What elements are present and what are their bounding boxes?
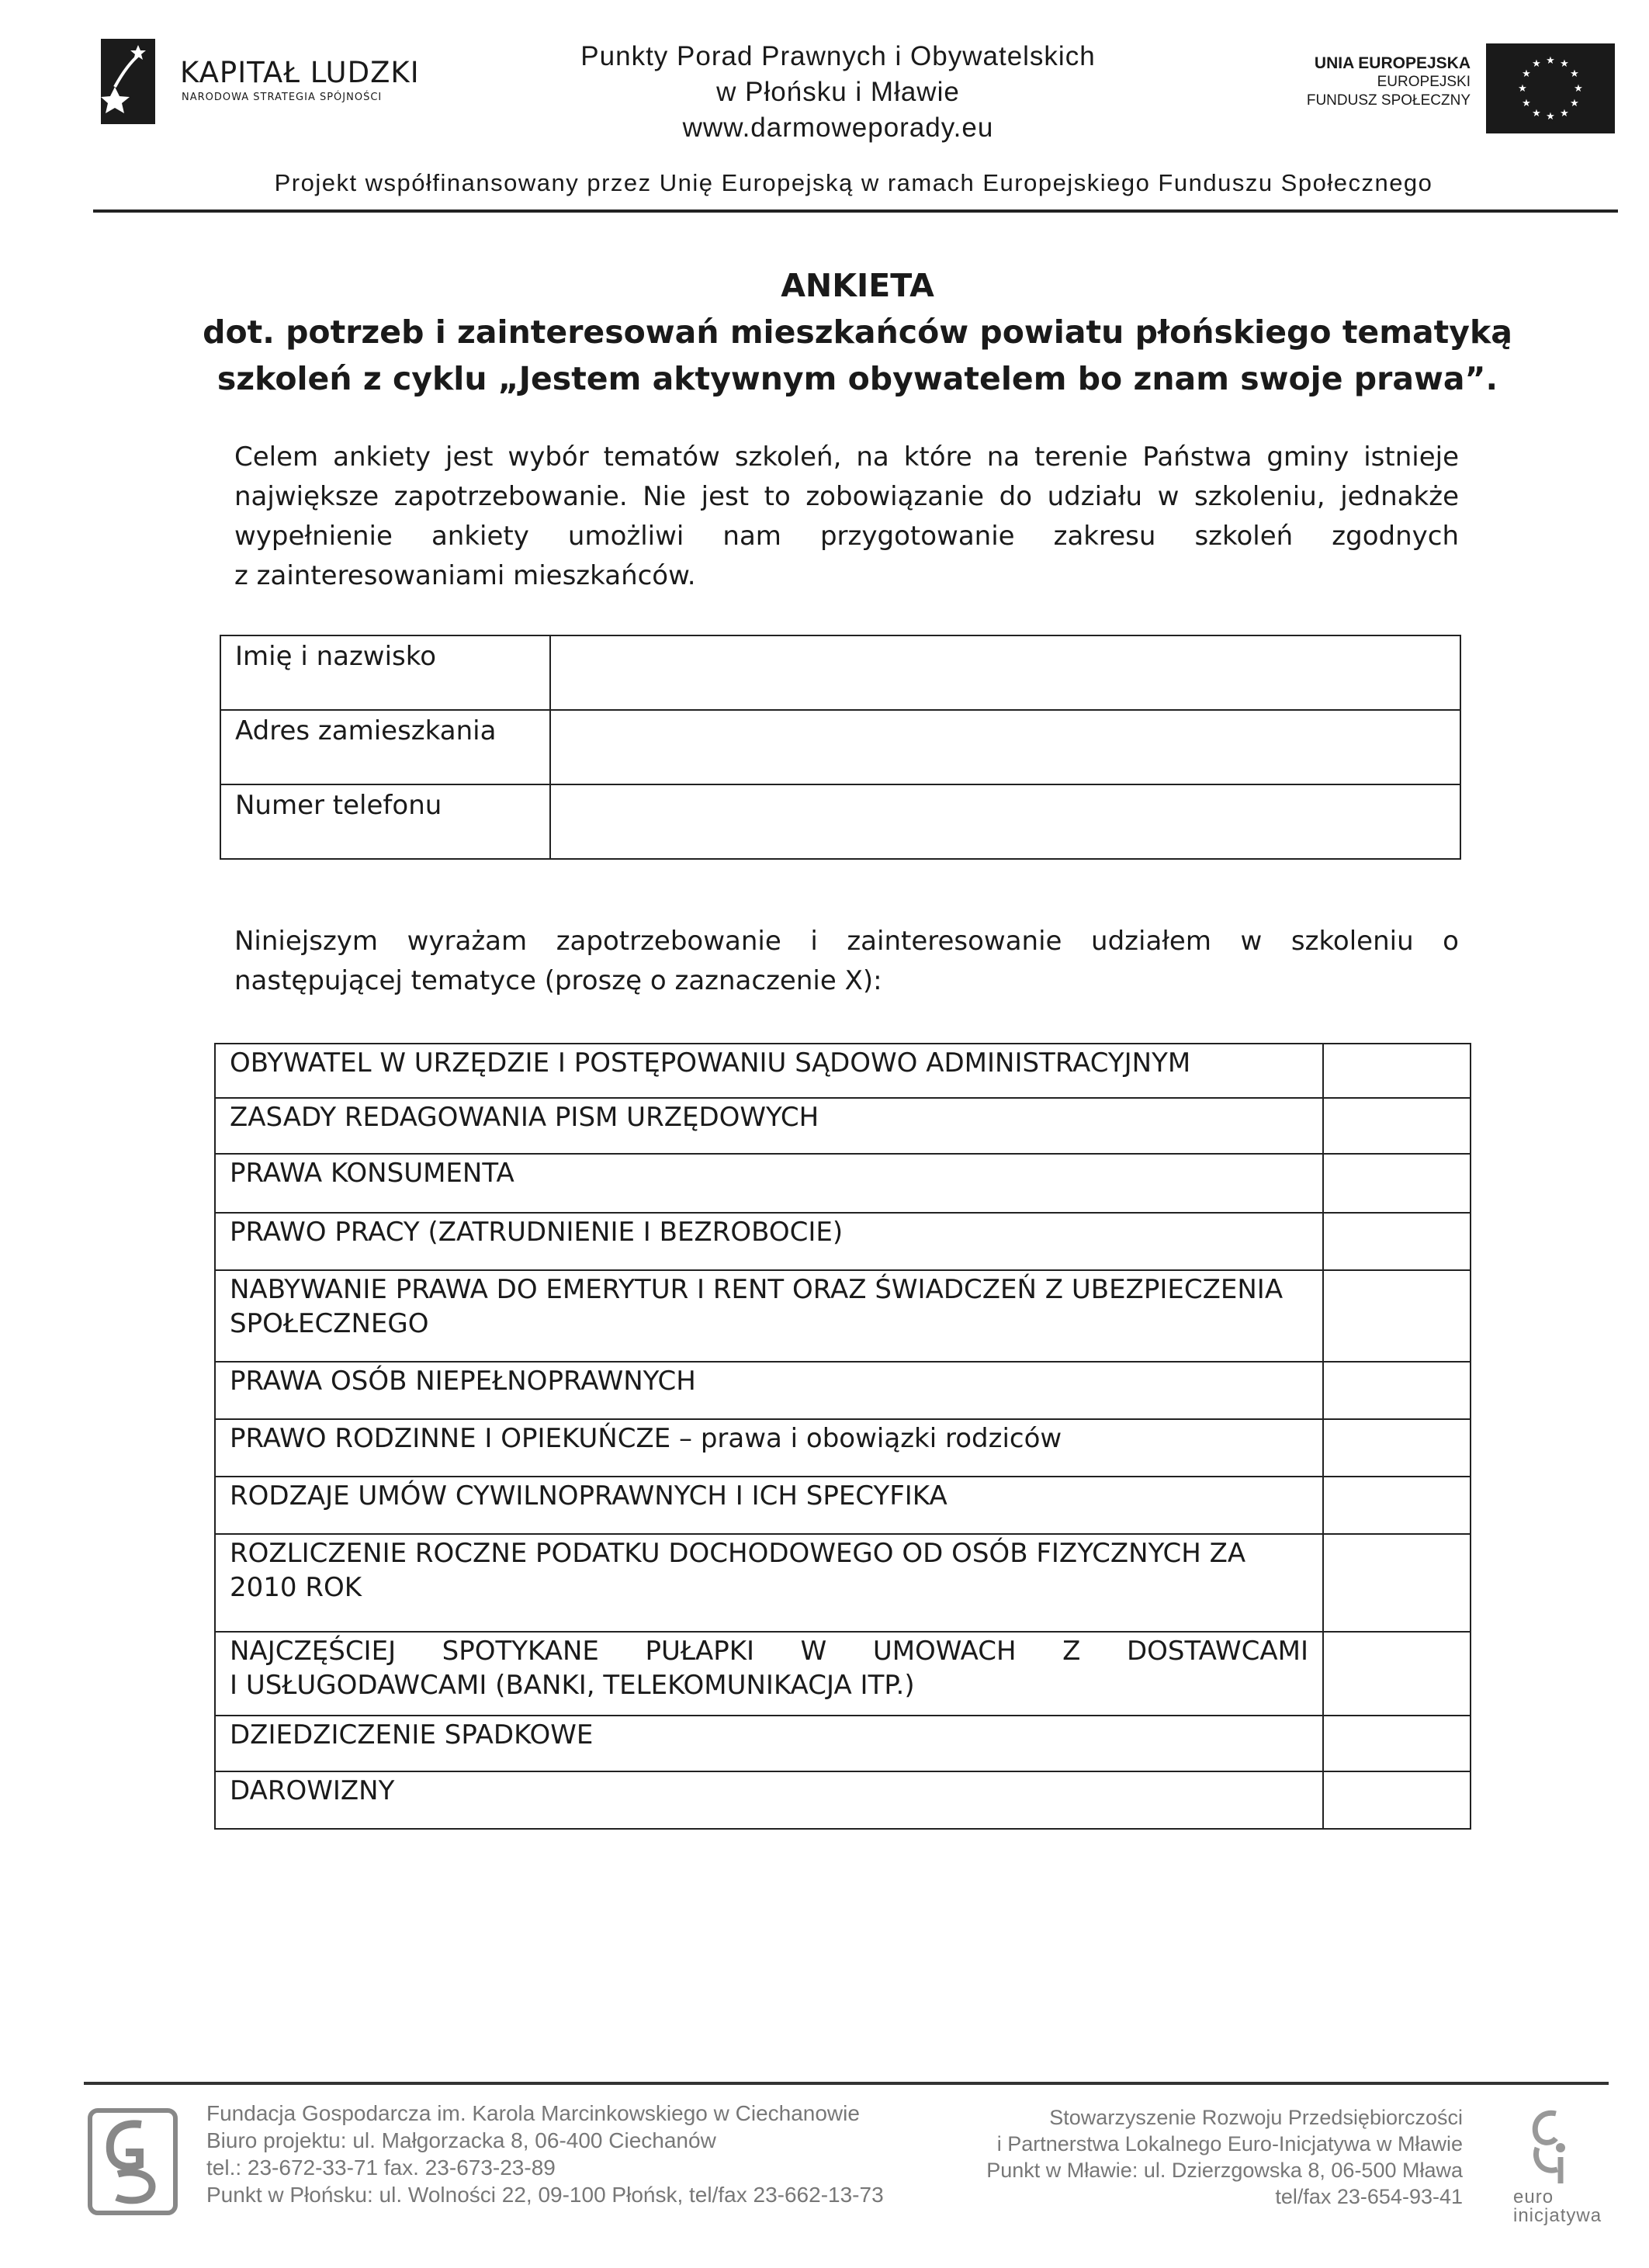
- declaration-paragraph: [234, 922, 1459, 1001]
- table-row: [215, 1154, 1471, 1213]
- table-row: [220, 784, 1460, 859]
- topic-label: OBYWATEL W URZĘDZIE I POSTĘPOWANIU SĄDOWO ADMINISTRACYJNYM: [215, 1044, 1323, 1098]
- euro-inicjatywa-wordmark: [1513, 2188, 1602, 2225]
- topic-checkbox[interactable]: [1323, 1098, 1471, 1154]
- footer-left-line: tel.: 23-672-33-71 fax. 23-673-23-89: [206, 2155, 556, 2180]
- table-row: [215, 1477, 1471, 1534]
- euro-wordmark-line: inicjatywa: [1513, 2205, 1602, 2226]
- footer-right-line: Stowarzyszenie Rozwoju Przedsiębiorczości: [1049, 2106, 1463, 2129]
- topic-checkbox[interactable]: [1323, 1632, 1471, 1716]
- topic-label: [215, 1632, 1323, 1716]
- topic-checkbox[interactable]: [1323, 1154, 1471, 1213]
- intro-line: największe zapotrzebowanie. Nie jest to zobowiązanie do udziału w szkoleniu, jednakże: [234, 481, 1459, 512]
- footer-right-line: Punkt w Mławie: ul. Dzierzgowska 8, 06-500 Mława: [986, 2159, 1463, 2182]
- svg-text:★: ★: [1532, 108, 1541, 119]
- svg-text:★: ★: [1570, 68, 1579, 80]
- intro-paragraph: [234, 438, 1459, 596]
- footer-association-info: [900, 2104, 1463, 2210]
- topic-checkbox[interactable]: [1323, 1270, 1471, 1362]
- footer-foundation-info: [206, 2100, 884, 2208]
- footer-right-line: tel/fax 23-654-93-41: [1275, 2185, 1463, 2208]
- euro-wordmark-line: euro: [1513, 2187, 1554, 2207]
- kapital-ludzki-title: KAPITAŁ LUDZKI: [180, 56, 420, 89]
- topic-checkbox[interactable]: [1323, 1213, 1471, 1270]
- eu-union-label: UNIA EUROPEJSKA: [1314, 54, 1471, 72]
- table-row: [215, 1716, 1471, 1771]
- topic-label: NABYWANIE PRAWA DO EMERYTUR I RENT ORAZ ŚWIADCZEŃ Z UBEZPIECZENIA SPOŁECZNEGO: [215, 1270, 1323, 1362]
- topic-label: ROZLICZENIE ROCZNE PODATKU DOCHODOWEGO OD OSÓB FIZYCZNYCH ZA 2010 ROK: [215, 1534, 1323, 1632]
- personal-data-table: [220, 635, 1461, 860]
- topic-label: PRAWO RODZINNE I OPIEKUŃCZE – prawa i obowiązki rodziców: [215, 1419, 1323, 1477]
- table-row: [215, 1213, 1471, 1270]
- topic-label: RODZAJE UMÓW CYWILNOPRAWNYCH I ICH SPECYFIKA: [215, 1477, 1323, 1534]
- footer-left-line: Biuro projektu: ul. Małgorzacka 8, 06-400 Ciechanów: [206, 2128, 716, 2152]
- topic-checkbox[interactable]: [1323, 1716, 1471, 1771]
- intro-line: Celem ankiety jest wybór tematów szkoleń, na które na terenie Państwa gminy istnieje: [234, 441, 1459, 473]
- eu-flag-logo: [1486, 43, 1615, 133]
- star-icon: [101, 39, 155, 124]
- cofinancing-note: Projekt współfinansowany przez Unię Europejską w ramach Europejskiego Funduszu Społecznego: [274, 169, 1433, 196]
- topic-checkbox[interactable]: [1323, 1044, 1471, 1098]
- kapital-ludzki-subtitle: NARODOWA STRATEGIA SPÓJNOŚCI: [182, 92, 383, 103]
- svg-text:★: ★: [1546, 111, 1555, 123]
- declaration-line: następującej tematyce (proszę o zaznaczenie X):: [234, 965, 882, 996]
- intro-line: z zainteresowaniami mieszkańców.: [234, 560, 696, 591]
- table-row: [220, 710, 1460, 784]
- footer-right-line: i Partnerstwa Lokalnego Euro-Inicjatywa w Mławie: [996, 2132, 1463, 2155]
- project-header: [520, 39, 1156, 146]
- euro-emblem-icon: [1502, 2103, 1602, 2188]
- svg-text:★: ★: [1522, 68, 1531, 80]
- table-row: [215, 1270, 1471, 1362]
- table-row: [215, 1632, 1471, 1716]
- topic-label: ZASADY REDAGOWANIA PISM URZĘDOWYCH: [215, 1098, 1323, 1154]
- eu-fund-label-1: EUROPEJSKI: [1377, 74, 1471, 90]
- topic-label: DZIEDZICZENIE SPADKOWE: [215, 1716, 1323, 1771]
- topic-checkbox[interactable]: [1323, 1419, 1471, 1477]
- survey-title-main: ANKIETA: [781, 267, 934, 304]
- intro-line: wypełnienie ankiety umożliwi nam przygotowanie zakresu szkoleń zgodnych: [234, 521, 1459, 552]
- eu-fund-label-2: FUNDUSZ SPOŁECZNY: [1306, 92, 1471, 109]
- eu-label: [1148, 54, 1471, 110]
- phone-field[interactable]: [550, 784, 1460, 859]
- footer-divider: [84, 2082, 1609, 2085]
- project-locations: w Płońsku i Mławie: [716, 77, 960, 107]
- project-name: Punkty Porad Prawnych i Obywatelskich: [580, 41, 1096, 71]
- topic-label-line1: NAJCZĘŚCIEJ SPOTYKANE PUŁAPKI W UMOWACH Z DOSTAWCAMI: [230, 1636, 1308, 1667]
- svg-text:★: ★: [1518, 83, 1527, 95]
- name-field[interactable]: [550, 635, 1460, 710]
- table-row: [215, 1362, 1471, 1419]
- topic-label-line2: I USŁUGODAWCAMI (BANKI, TELEKOMUNIKACJA ITP.): [230, 1670, 915, 1701]
- address-label: Adres zamieszkania: [220, 710, 550, 784]
- topic-checkbox[interactable]: [1323, 1362, 1471, 1419]
- foundation-fg-logo: [87, 2103, 178, 2219]
- svg-text:★: ★: [1546, 55, 1555, 67]
- svg-text:★: ★: [1574, 83, 1583, 95]
- topic-label: PRAWO PRACY (ZATRUDNIENIE I BEZROBOCIE): [215, 1213, 1323, 1270]
- table-row: [215, 1534, 1471, 1632]
- table-row: [215, 1044, 1471, 1098]
- topic-label: DAROWIZNY: [215, 1771, 1323, 1829]
- phone-label: Numer telefonu: [220, 784, 550, 859]
- fg-emblem-icon: [87, 2103, 178, 2219]
- project-website: www.darmoweporady.eu: [682, 113, 994, 143]
- topics-table: [214, 1043, 1471, 1830]
- topic-checkbox[interactable]: [1323, 1771, 1471, 1829]
- kapital-ludzki-logo: [101, 39, 155, 124]
- svg-text:★: ★: [1560, 108, 1569, 119]
- footer-left-line: Fundacja Gospodarcza im. Karola Marcinkowskiego w Ciechanowie: [206, 2101, 860, 2125]
- svg-text:★: ★: [1532, 58, 1541, 70]
- header-divider: [93, 209, 1618, 213]
- svg-text:★: ★: [1522, 98, 1531, 109]
- survey-title: [178, 262, 1536, 402]
- topic-label: PRAWA OSÓB NIEPEŁNOPRAWNYCH: [215, 1362, 1323, 1419]
- name-label: Imię i nazwisko: [220, 635, 550, 710]
- survey-title-line2: dot. potrzeb i zainteresowań mieszkańców powiatu płońskiego tematyką: [203, 313, 1512, 351]
- eu-stars-icon: [1486, 43, 1615, 133]
- table-row: [215, 1098, 1471, 1154]
- topic-checkbox[interactable]: [1323, 1534, 1471, 1632]
- declaration-line: Niniejszym wyrażam zapotrzebowanie i zainteresowanie udziałem w szkoleniu o: [234, 926, 1459, 957]
- table-row: [220, 635, 1460, 710]
- table-row: [215, 1419, 1471, 1477]
- topic-label: PRAWA KONSUMENTA: [215, 1154, 1323, 1213]
- svg-text:★: ★: [1560, 58, 1569, 70]
- footer-left-line: Punkt w Płońsku: ul. Wolności 22, 09-100 Płońsk, tel/fax 23-662-13-73: [206, 2183, 884, 2207]
- table-row: [215, 1771, 1471, 1829]
- svg-text:★: ★: [1570, 98, 1579, 109]
- topic-checkbox[interactable]: [1323, 1477, 1471, 1534]
- survey-title-line3: szkoleń z cyklu „Jestem aktywnym obywatelem bo znam swoje prawa”.: [217, 360, 1498, 397]
- address-field[interactable]: [550, 710, 1460, 784]
